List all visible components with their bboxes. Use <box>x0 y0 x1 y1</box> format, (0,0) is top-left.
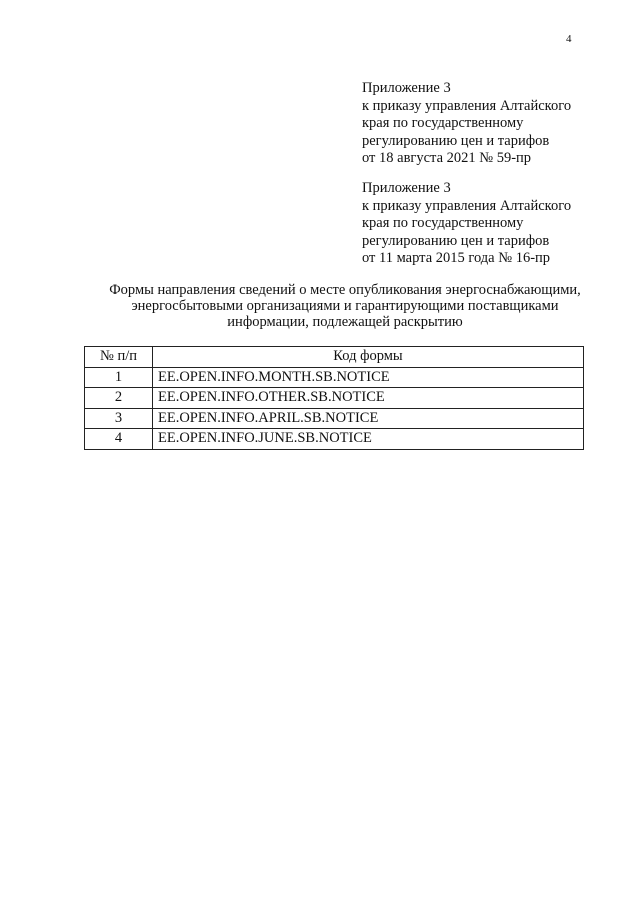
row-form-code: EE.OPEN.INFO.APRIL.SB.NOTICE <box>153 408 584 429</box>
header-number: № п/п <box>85 347 153 368</box>
row-number: 4 <box>85 429 153 450</box>
appendix-current-line: от 18 августа 2021 № 59-пр <box>362 150 532 166</box>
document-title-line: информации, подлежащей раскрытию <box>227 314 463 330</box>
row-form-code: EE.OPEN.INFO.MONTH.SB.NOTICE <box>153 367 584 388</box>
header-form-code: Код формы <box>153 347 584 368</box>
appendix-current-line: края по государственному <box>362 115 524 131</box>
row-number: 2 <box>85 388 153 409</box>
row-form-code: EE.OPEN.INFO.OTHER.SB.NOTICE <box>153 388 584 409</box>
page-number: 4 <box>566 33 572 45</box>
appendix-previous-line: к приказу управления Алтайского <box>362 197 572 214</box>
table-header-row <box>85 347 584 368</box>
table-row <box>85 408 584 429</box>
table-row <box>85 388 584 409</box>
appendix-current-line: Приложение 3 <box>362 80 451 96</box>
document-title-line: энергосбытовыми организациями и гарантирующими поставщиками <box>131 298 559 314</box>
table-row <box>85 367 584 388</box>
appendix-current-line: к приказу управления Алтайского <box>362 97 572 114</box>
document-title <box>90 282 600 330</box>
row-number: 3 <box>85 408 153 429</box>
appendix-previous-block <box>362 180 571 268</box>
forms-table <box>84 346 584 450</box>
appendix-current-line: регулированию цен и тарифов <box>362 132 550 149</box>
appendix-current-block <box>362 80 571 168</box>
appendix-previous-line: Приложение 3 <box>362 180 451 196</box>
document-title-line: Формы направления сведений о месте опубликования энергоснабжающими, <box>109 282 581 298</box>
appendix-previous-line: края по государственному <box>362 215 524 231</box>
appendix-previous-line: регулированию цен и тарифов <box>362 232 550 249</box>
row-number: 1 <box>85 367 153 388</box>
row-form-code: EE.OPEN.INFO.JUNE.SB.NOTICE <box>153 429 584 450</box>
table-row <box>85 429 584 450</box>
appendix-previous-line: от 11 марта 2015 года № 16-пр <box>362 250 551 266</box>
